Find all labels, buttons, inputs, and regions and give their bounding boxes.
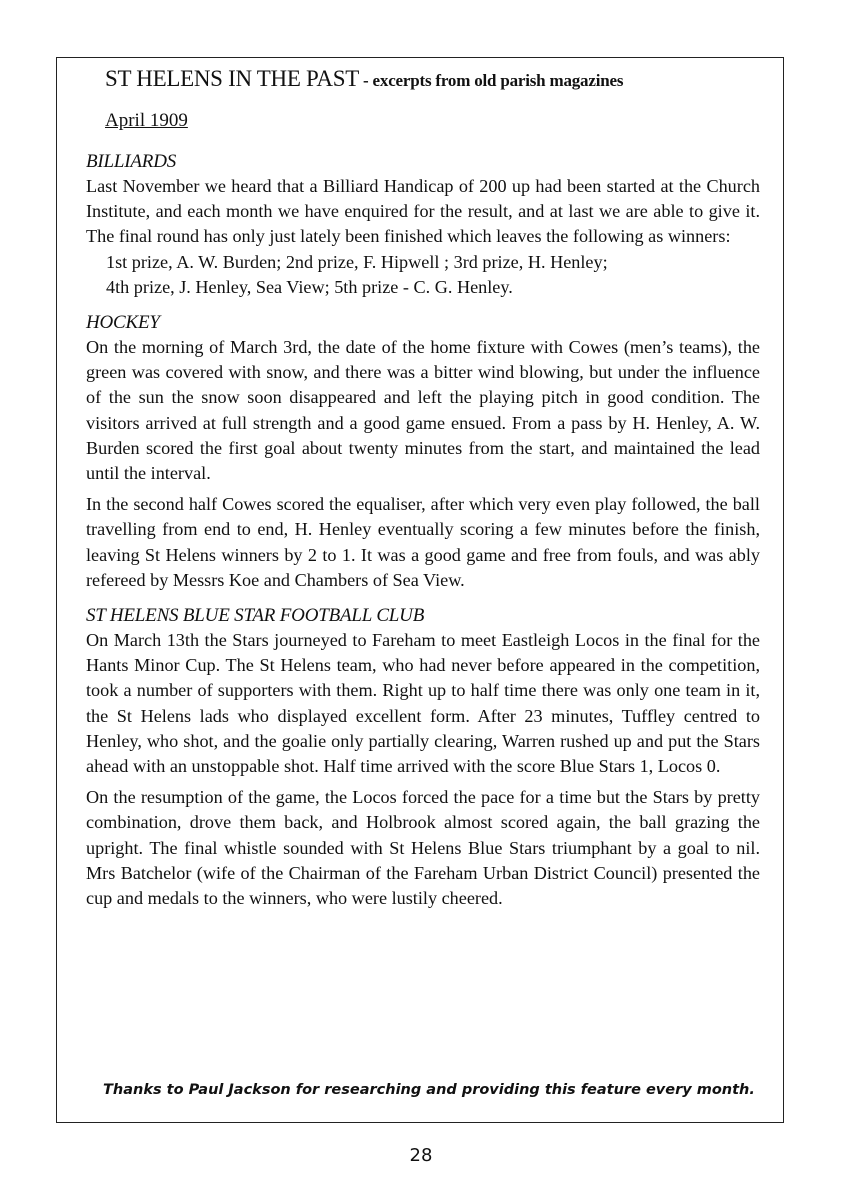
page-number: 28 [409,1145,433,1166]
billiards-winners-line-1: 1st prize, A. W. Burden; 2nd prize, F. Hipwell ; 3rd prize, H. Henley; [106,251,608,272]
acknowledgement-note: Thanks to Paul Jackson for researching and providing this feature every month. [103,1082,755,1098]
article-frame [56,57,784,1123]
section-heading-football: ST HELENS BLUE STAR FOOTBALL CLUB [86,605,425,627]
article-title-line [105,66,623,92]
hockey-paragraph-2: In the second half Cowes scored the equaliser, after which very even play followed, the ball travelling from end to end, H. Henley eventually scoring a few minutes before the finish, leaving St Helens winners by 2 to 1. It was a good game and free from fouls, and was ably refereed by Messrs Koe and Chambers of Sea View. [86,494,760,590]
football-paragraph-1: On March 13th the Stars journeyed to Fareham to meet Eastleigh Locos in the final for the Hants Minor Cup. The St Helens team, who had never before appeared in the competition, took a number of supporters with them. Right up to half time there was only one team in it, the St Helens lads who displayed excellent form. After 23 minutes, Tuffley centred to Henley, who shot, and the goalie only partially clearing, Warren rushed up and put the Stars ahead with an unstoppable shot. Half time arrived with the score Blue Stars 1, Locos 0. [86,630,760,777]
article-body [86,150,760,911]
football-paragraph-2: On the resumption of the game, the Locos forced the pace for a time but the Stars by pretty combination, drove them back, and Holbrook almost scored again, the ball grazing the upright. The final whistle sounded with St Helens Blue Stars triumphant by a goal to nil. Mrs Batchelor (wife of the Chairman of the Fareham Urban District Council) presented the cup and medals to the winners, who were lustily cheered. [86,787,760,909]
issue-date: April 1909 [105,110,188,131]
billiards-winners-line-2: 4th prize, J. Henley, Sea View; 5th prize - C. G. Henley. [106,276,513,297]
hockey-paragraph-1: On the morning of March 3rd, the date of the home fixture with Cowes (men’s teams), the green was covered with snow, and there was a bitter wind blowing, but under the influence of the sun the snow soon disappeared and left the playing pitch in good condition. The visitors arrived at full strength and a good game ensued. From a pass by H. Henley, A. W. Burden scored the first goal about twenty minutes from the start, and maintained the lead until the interval. [86,337,760,484]
article-subtitle: - excerpts from old parish magazines [358,71,624,90]
article-title: ST HELENS IN THE PAST [105,66,359,91]
section-heading-billiards: BILLIARDS [86,151,177,172]
section-gap [86,593,760,604]
section-heading-hockey: HOCKEY [86,312,160,334]
billiards-paragraph: Last November we heard that a Billiard Handicap of 200 up had been started at the Church Institute, and each month we have enquired for the result, and at last we are able to give it. The final round has only just lately been finished which leaves the following as winners: [86,176,760,247]
section-gap [86,300,760,311]
